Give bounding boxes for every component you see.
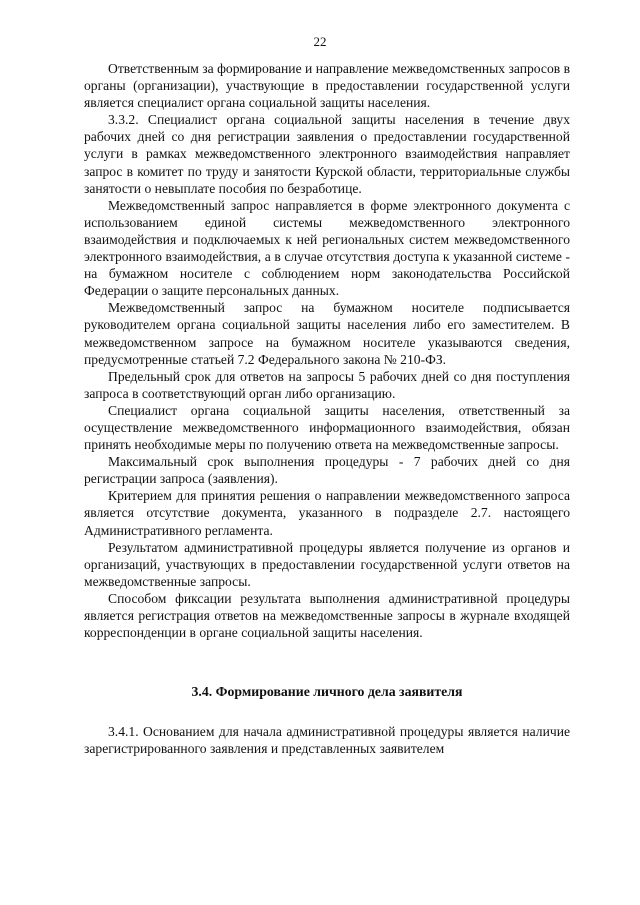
paragraph: Межведомственный запрос на бумажном носителе подписывается руководителем органа социальной защиты населения либо его заместителем. В межведомственном запросе на бумажном носителе указываются сведения, предусмотренные статьей 7.2 Федерального закона № 210-ФЗ. xyxy=(84,300,570,367)
paragraph: Ответственным за формирование и направление межведомственных запросов в органы (организации), участвующие в предоставлении государственной услуги является специалист органа социальной защиты населения. xyxy=(84,61,570,111)
section-heading: 3.4. Формирование личного дела заявителя xyxy=(191,684,463,700)
paragraph: Способом фиксации результата выполнения административной процедуры является регистрация ответов на межведомственные запросы в журнале входящей корреспонденции в органе социальной защиты населения. xyxy=(84,590,570,641)
paragraph: Межведомственный запрос направляется в форме электронного документа с использованием единой системы межведомственного электронного взаимодействия и подключаемых к ней региональных систем межведомственного электронного взаимодействия, а в случае отсутствия доступа к указанной системе - на бумажном носителе с соблюдением норм законодательства Российской Федерации о защите персональных данных. xyxy=(84,197,570,299)
paragraph: 3.3.2. Специалист органа социальной защиты населения в течение двух рабочих дней со дня регистрации заявления о предоставлении государственной услуги в рамках межведомственного электронного взаимодействия направляет запрос в комитет по труду и занятости Курской области, территориальные службы занятости о невыплате пособия по безработице. xyxy=(84,112,570,196)
paragraph: Критерием для принятия решения о направлении межведомственного запроса является отсутствие документа, указанного в подразделе 2.7. настоящего Административного регламента. xyxy=(84,488,570,538)
paragraph: Предельный срок для ответов на запросы 5 рабочих дней со дня поступления запроса в соответствующий орган либо организацию. xyxy=(84,368,570,401)
paragraph: 3.4.1. Основанием для начала административной процедуры является наличие зарегистрированного заявления и представленных заявителем xyxy=(84,724,570,757)
paragraph: Специалист органа социальной защиты населения, ответственный за осуществление межведомственного информационного взаимодействия, обязан принять необходимые меры по получению ответа на межведомственные запросы. xyxy=(84,402,570,453)
paragraph: Результатом административной процедуры является получение из органов и организаций, участвующих в предоставлении государственной услуги ответов на межведомственные запросы. xyxy=(84,539,570,589)
paragraph: Максимальный срок выполнения процедуры - 7 рабочих дней со дня регистрации запроса (заявления). xyxy=(84,454,570,487)
document-body xyxy=(84,60,570,757)
page-number: 22 xyxy=(313,34,327,49)
